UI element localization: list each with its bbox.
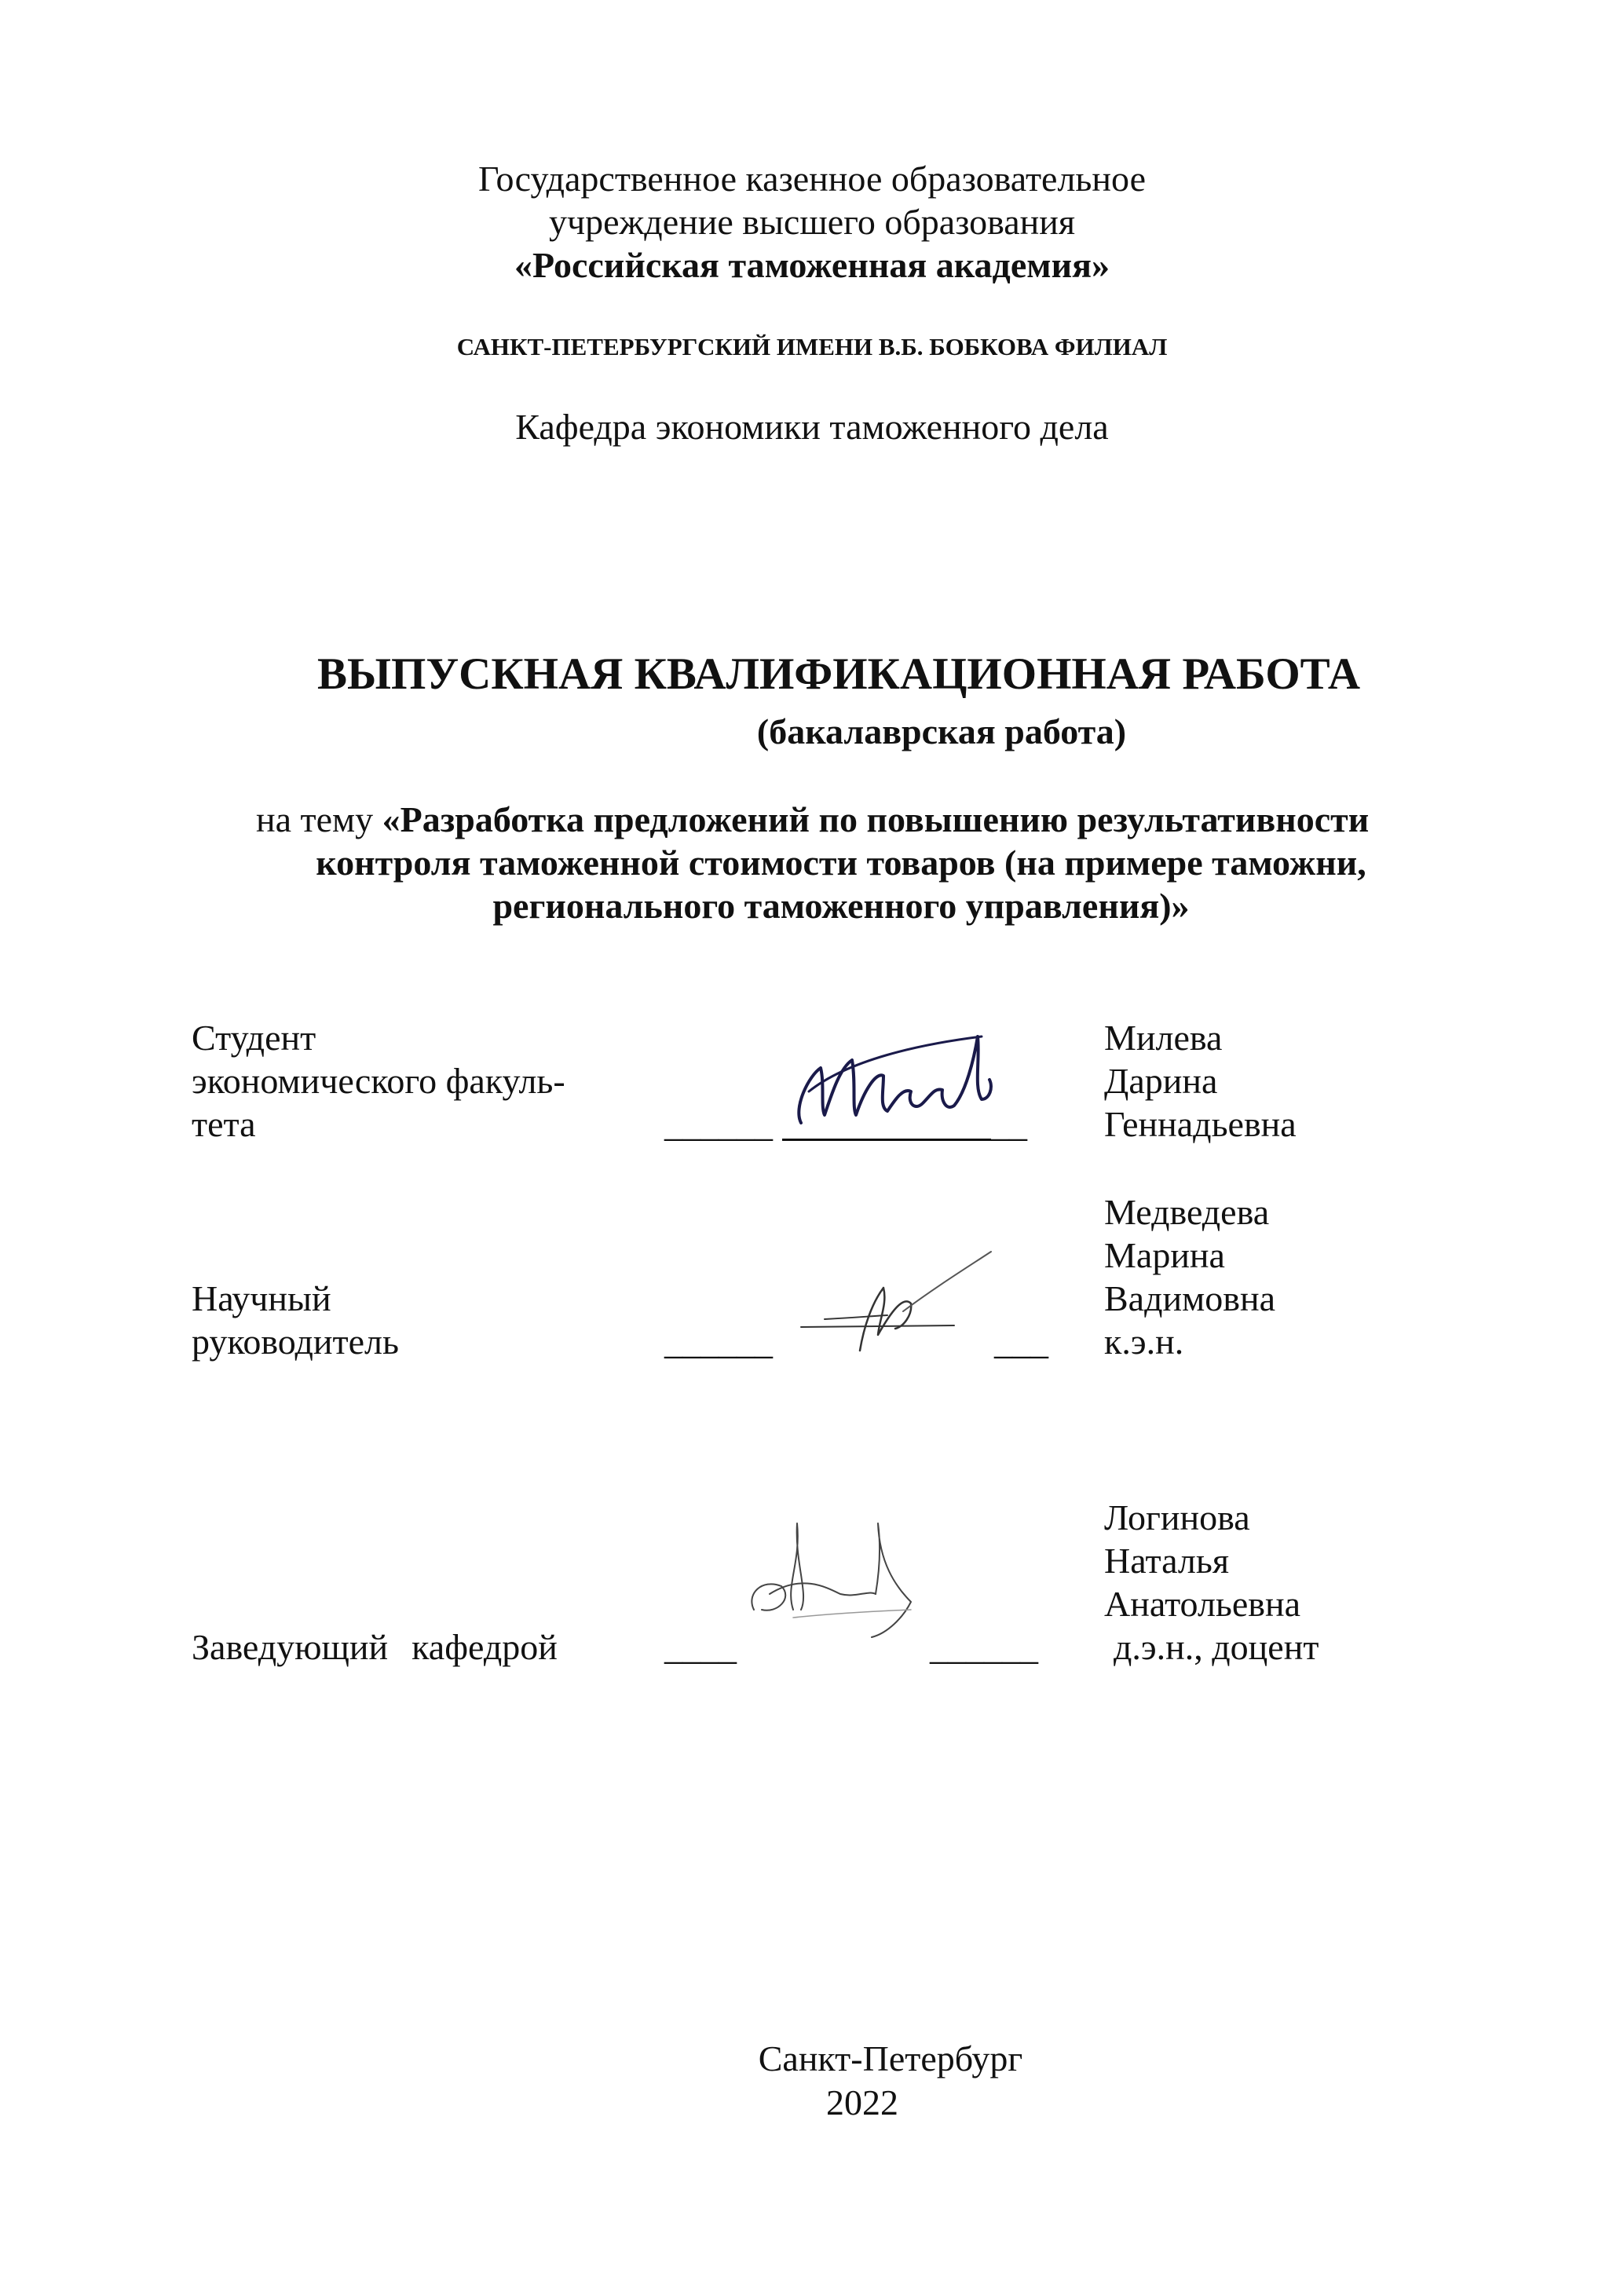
student-name xyxy=(1104,1016,1297,1146)
topic-prefix: на тему xyxy=(256,799,382,839)
supervisor-name-line: Марина xyxy=(1104,1235,1225,1275)
student-role-line: тета xyxy=(192,1104,256,1144)
head-name xyxy=(1104,1496,1319,1669)
supervisor-degree: к.э.н. xyxy=(1104,1322,1184,1362)
student-sign-line-left: ______ xyxy=(664,1104,773,1144)
supervisor-role xyxy=(192,1277,399,1363)
head-name-line: Наталья xyxy=(1104,1541,1230,1581)
supervisor-name-line: Медведева xyxy=(1104,1192,1270,1232)
head-signature xyxy=(738,1500,942,1649)
head-sign-line-left: ____ xyxy=(664,1627,737,1667)
student-name-line: Милева xyxy=(1104,1018,1223,1058)
academy-name: «Российская таможенная академия» xyxy=(514,245,1110,285)
student-role-line: Студент xyxy=(192,1018,316,1058)
student-role xyxy=(192,1016,565,1146)
head-degree: д.э.н., доцент xyxy=(1114,1627,1319,1667)
supervisor-sign-line-left: ______ xyxy=(664,1322,773,1362)
branch-name: САНКТ-ПЕТЕРБУРГСКИЙ ИМЕНИ В.Б. БОБКОВА ФИЛИАЛ xyxy=(456,333,1168,360)
head-role-word: Заведующий xyxy=(192,1627,389,1667)
work-type-title: ВЫПУСКНАЯ КВАЛИФИКАЦИОННАЯ РАБОТА xyxy=(317,649,1361,699)
head-role xyxy=(192,1625,558,1669)
topic-line-2: контроля таможенной стоимости товаров (на примере таможни, xyxy=(316,843,1366,883)
city: Санкт-Петербург xyxy=(758,2038,1023,2078)
head-name-line: Логинова xyxy=(1104,1497,1250,1537)
student-sign-line-right: __ xyxy=(991,1104,1027,1144)
head-role-word: кафедрой xyxy=(411,1627,558,1667)
head-sign-line-right: ______ xyxy=(930,1627,1038,1667)
topic-line-1 xyxy=(256,798,1591,841)
topic-line-3: регионального таможенного управления)» xyxy=(492,886,1190,926)
student-role-line: экономического факуль- xyxy=(192,1061,565,1101)
supervisor-name xyxy=(1104,1190,1275,1363)
supervisor-role-line: руководитель xyxy=(192,1322,399,1362)
supervisor-sign-line-right: ___ xyxy=(994,1322,1048,1362)
year: 2022 xyxy=(826,2082,898,2122)
header-line-1: Государственное казенное образовательное xyxy=(477,159,1146,199)
work-subtype: (бакалаврская работа) xyxy=(756,711,1127,751)
supervisor-role-line: Научный xyxy=(192,1278,331,1318)
supervisor-name-line: Вадимовна xyxy=(1104,1278,1275,1318)
supervisor-signature xyxy=(785,1241,1005,1358)
student-signature xyxy=(777,1013,1013,1139)
student-name-line: Дарина xyxy=(1104,1061,1218,1101)
department-name: Кафедра экономики таможенного дела xyxy=(515,407,1109,447)
head-name-line: Анатольевна xyxy=(1104,1584,1301,1624)
header-line-2: учреждение высшего образования xyxy=(548,202,1076,242)
student-sign-underline xyxy=(782,1139,991,1141)
student-name-line: Геннадьевна xyxy=(1104,1104,1297,1144)
topic-text-1: «Разработка предложений по повышению результативности xyxy=(382,799,1370,839)
